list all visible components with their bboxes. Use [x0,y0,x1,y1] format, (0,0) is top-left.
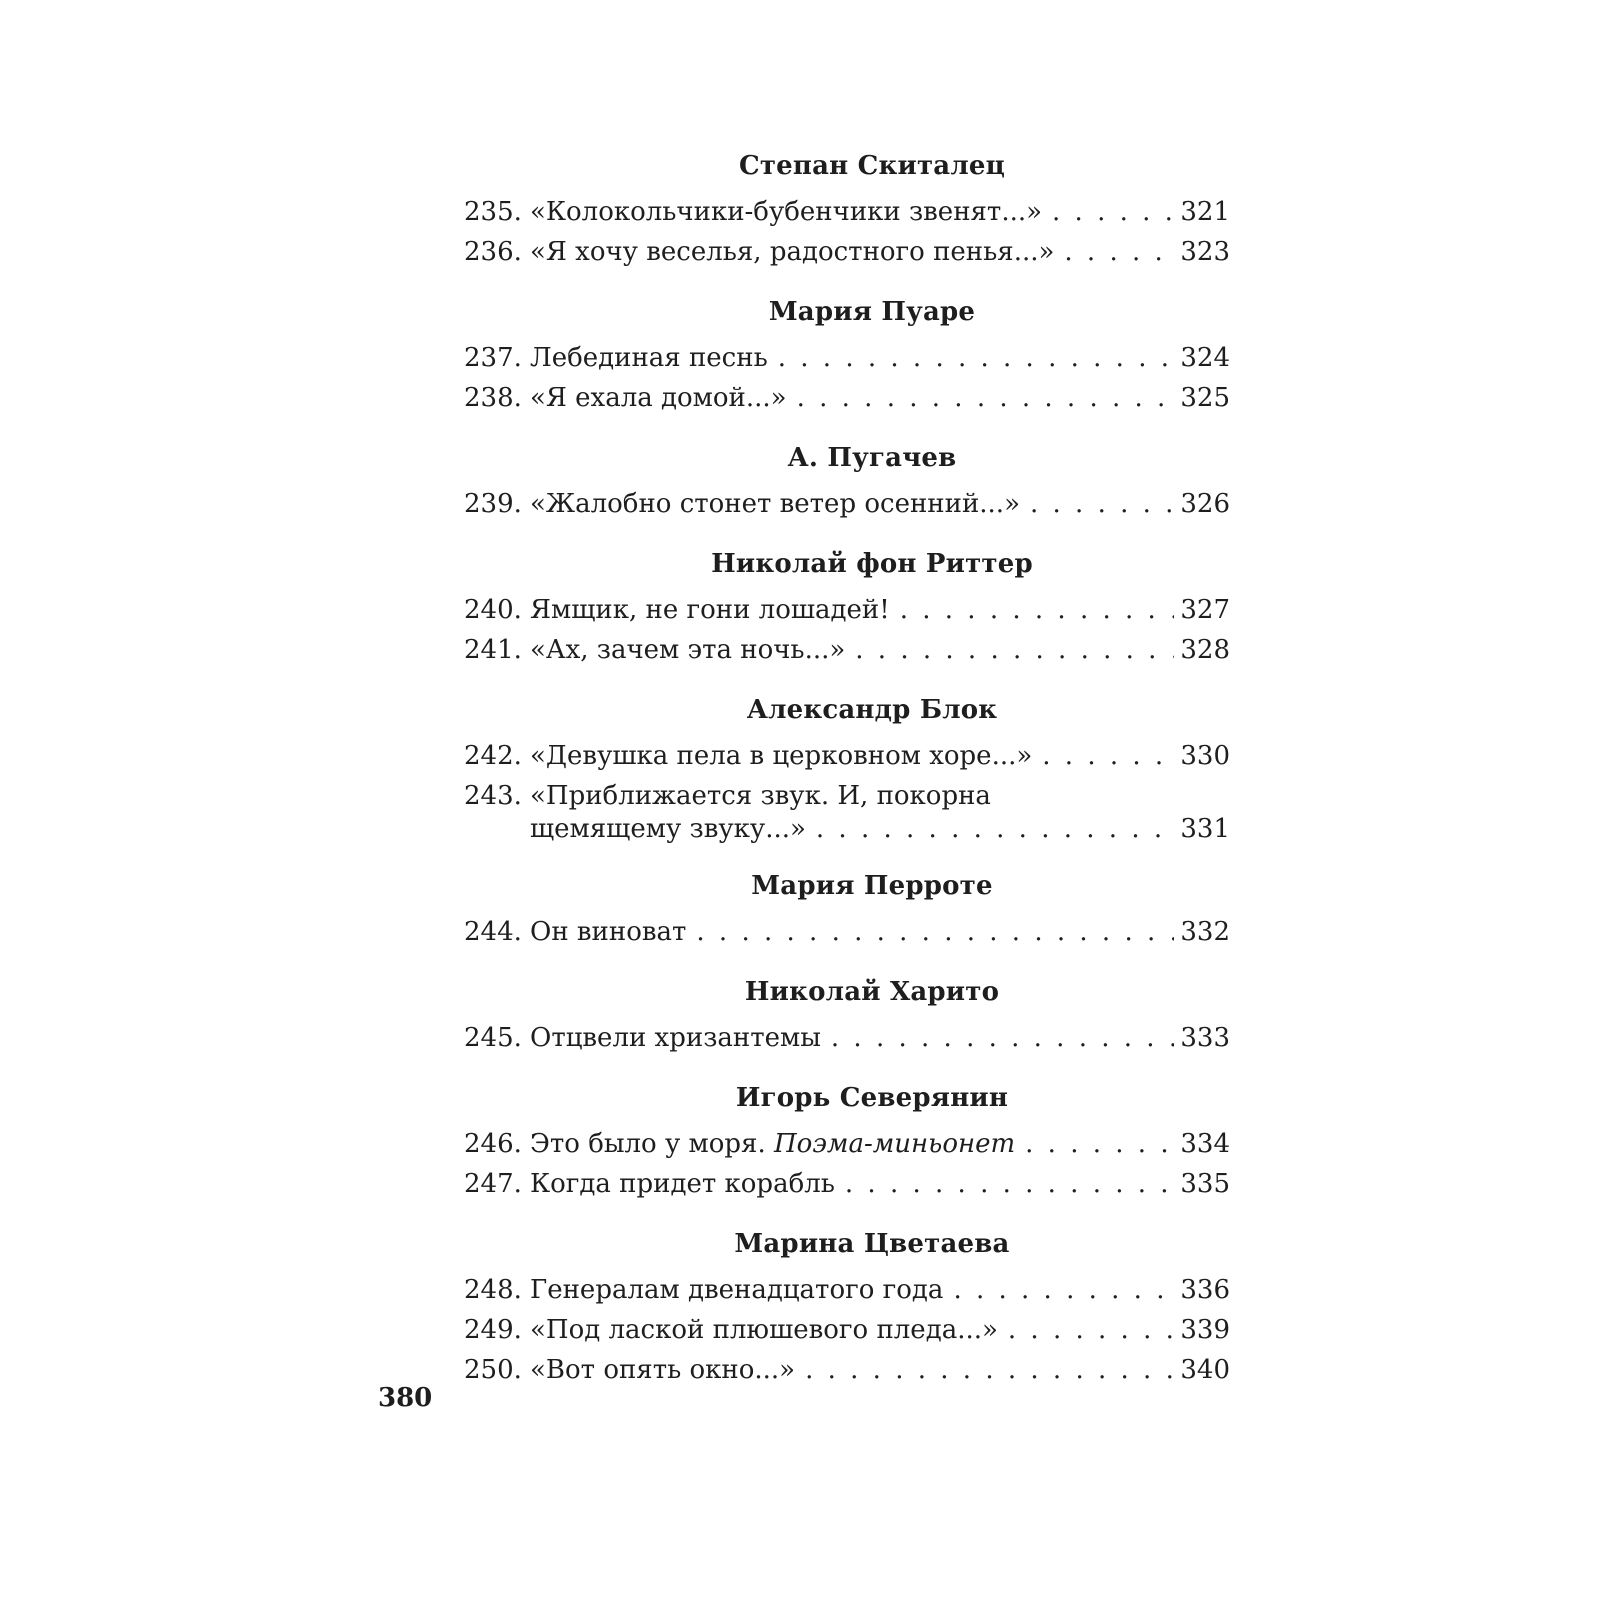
entry-title: «Под лаской плюшевого пледа...» [530,1315,998,1345]
toc-section [464,1076,1230,1204]
toc-entry [464,378,1230,418]
entry-title-main: Это было у моря. [530,1129,766,1159]
entry-title: «Жалобно стонет ветер осенний...» [530,489,1020,519]
author-heading: Николай Харито [744,977,1000,1007]
author-heading: Мария Пуаре [768,297,976,327]
entry-page: 328 [1180,635,1230,665]
entry-title: «Девушка пела в церковном хоре...» [530,741,1033,771]
entry-subtitle: Поэма-миньонет [774,1129,1016,1159]
author-heading: Игорь Северянин [735,1083,1009,1113]
dot-leader [855,630,1174,670]
dot-leader [816,812,1174,846]
toc-section [464,290,1230,418]
entry-title: Лебединая песнь [530,343,768,373]
dot-leader [1030,484,1174,524]
toc-entry [464,912,1230,952]
entry-page: 333 [1180,1023,1230,1053]
author-heading: А. Пугачев [787,443,957,473]
entry-title: Он виноват [530,917,687,947]
toc-section [464,864,1230,952]
toc-entry [464,232,1230,272]
toc-entry [464,776,1230,846]
toc-entry [464,1018,1230,1058]
entry-page: 330 [1180,741,1230,771]
entry-number: 245. [464,1023,522,1053]
toc-entry [464,1270,1230,1310]
dot-leader [831,1018,1174,1058]
entry-page: 323 [1180,237,1230,267]
entry-title-line1: «Приближается звук. И, покорна [530,781,991,811]
dot-leader [1008,1310,1174,1350]
entry-number: 237. [464,343,522,373]
entry-title: Когда придет корабль [530,1169,835,1199]
entry-title: «Я хочу веселья, радостного пенья...» [530,237,1055,267]
toc-entry [464,192,1230,232]
entry-title: «Вот опять окно...» [530,1355,796,1385]
toc-section [464,1222,1230,1390]
toc-entry [464,338,1230,378]
entry-page: 321 [1180,197,1230,227]
toc-section [464,144,1230,272]
toc-entry [464,630,1230,670]
toc-section [464,688,1230,846]
entry-number: 243. [464,781,522,811]
entry-page: 327 [1180,595,1230,625]
author-heading: Николай фон Риттер [711,549,1033,579]
entry-title: Отцвели хризантемы [530,1023,821,1053]
entry-number: 249. [464,1315,522,1345]
entry-title: Генералам двенадцатого года [530,1275,944,1305]
entry-number: 236. [464,237,522,267]
entry-page: 334 [1180,1129,1230,1159]
entry-page: 332 [1180,917,1230,947]
dot-leader [778,338,1174,378]
entry-number: 248. [464,1275,522,1305]
entry-number: 238. [464,383,522,413]
entry-number: 242. [464,741,522,771]
dot-leader [1064,232,1174,272]
entry-page: 336 [1180,1275,1230,1305]
entry-page: 331 [1180,814,1230,844]
entry-title: «Колокольчики-бубенчики звенят...» [530,197,1043,227]
entry-number: 240. [464,595,522,625]
author-heading: Марина Цветаева [734,1229,1010,1259]
entry-title [530,1124,1015,1164]
entry-title: Ямщик, не гони лошадей! [530,595,890,625]
toc-entry [464,590,1230,630]
entry-title: «Я ехала домой...» [530,383,787,413]
entry-number: 246. [464,1129,522,1159]
toc-entry [464,1124,1230,1164]
entry-number: 250. [464,1355,522,1385]
dot-leader [953,1270,1174,1310]
dot-leader [797,378,1174,418]
entry-number: 247. [464,1169,522,1199]
entry-page: 325 [1180,383,1230,413]
entry-page: 339 [1180,1315,1230,1345]
entry-title-line2: щемящему звуку...» [530,814,806,844]
toc-entry [464,1164,1230,1204]
toc-section [464,542,1230,670]
entry-number: 239. [464,489,522,519]
table-of-contents [464,144,1230,1390]
dot-leader [805,1350,1174,1390]
dot-leader [845,1164,1174,1204]
entry-number: 244. [464,917,522,947]
dot-leader [696,912,1174,952]
entry-page: 324 [1180,343,1230,373]
toc-entry [464,736,1230,776]
dot-leader [1052,192,1174,232]
toc-entry [464,1310,1230,1350]
dot-leader [1042,736,1174,776]
entry-page: 340 [1180,1355,1230,1385]
entry-number: 235. [464,197,522,227]
toc-entry [464,1350,1230,1390]
entry-page: 335 [1180,1169,1230,1199]
dot-leader [900,590,1174,630]
page-number: 380 [378,1383,433,1413]
author-heading: Александр Блок [746,695,998,725]
toc-section [464,970,1230,1058]
toc-entry [464,484,1230,524]
dot-leader [1025,1124,1174,1164]
entry-title: «Ах, зачем эта ночь...» [530,635,846,665]
author-heading: Мария Перроте [751,871,993,901]
author-heading: Степан Скиталец [738,151,1006,181]
entry-page: 326 [1180,489,1230,519]
toc-section [464,436,1230,524]
entry-number: 241. [464,635,522,665]
